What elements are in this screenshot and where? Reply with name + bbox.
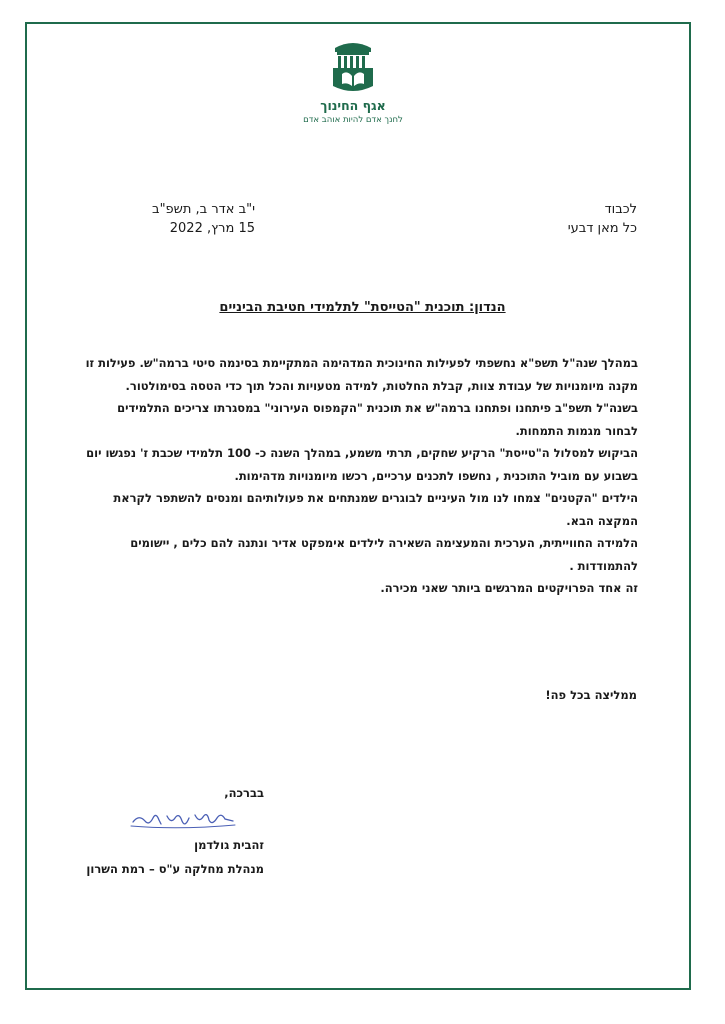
date-block [115,200,255,238]
handwritten-signature [129,806,239,832]
department-name: אגף החינוך [320,98,386,113]
department-slogan: לחנך אדם להיות אוהב אדם [303,115,403,125]
body-paragraph: הביקוש למסלול ה"טייסת" הרקיע שחקים, תרתי משמע, במהלך השנה כ- 100 תלמידי שכבת ז' נפגשו יום בשבוע עם מוביל התוכנית , נחשפו לתכנים ערכיים, רכשו מיומנויות מדהימות. [86,446,638,483]
signature-greeting: בברכה, [224,786,264,800]
hebrew-date: י"ב אדר ב, תשפ"ב [152,202,255,217]
education-department-emblem-icon [330,40,376,96]
signatory-title: מנהלת מחלקה ע"ס – רמת השרון [86,862,264,876]
closing-line: ממליצה בכל פה! [545,688,637,702]
letter-body [84,352,638,600]
body-paragraph: זה אחד הפרויקטים המרגשים ביותר שאני מכירה. [380,581,638,595]
body-paragraph: הילדים "הקטנים" צמחו לנו מול העיניים לבוגרים שמנתחים את פעולותיהם ומנסים להשתפר לקראת המקצה הבא. [113,491,638,528]
recipient-line-2: כל מאן דבעי [567,221,637,236]
gregorian-date: 15 מרץ, 2022 [169,221,255,236]
emblem-caption: עיריית רמת השרון [336,91,370,96]
body-paragraph: במהלך שנה"ל תשפ"א נחשפתי לפעילות החינוכית המדהימה המתקיימת בסינמה סיטי ברמה"ש. פעילות זו מקנה מיומנויות של עבודת צוות, קבלת החלטות, למידה מטעויות והכל תוך כדי הטסה בסימולטור. [85,356,638,393]
recipient-block [568,200,637,238]
signatory-name: זהבית גולדמן [194,838,264,852]
letter-subject: הנדון: תוכנית "הטייסת" לתלמידי חטיבת הביניים [219,300,506,315]
body-paragraph: הלמידה החווייתית, הערכית והמעצימה השאירה לילדים אימפקט אדיר ונתנה להם כלים , יישומים להתמודדות . [130,536,638,573]
body-paragraph: בשנה"ל תשפ"ב פיתחנו ופתחנו ברמה"ש את תוכנית "הקמפוס העירוני" במסגרתו צריכים התלמידים לבחור מגמות התמחות. [117,401,638,438]
recipient-line-1: לכבוד [604,202,637,217]
